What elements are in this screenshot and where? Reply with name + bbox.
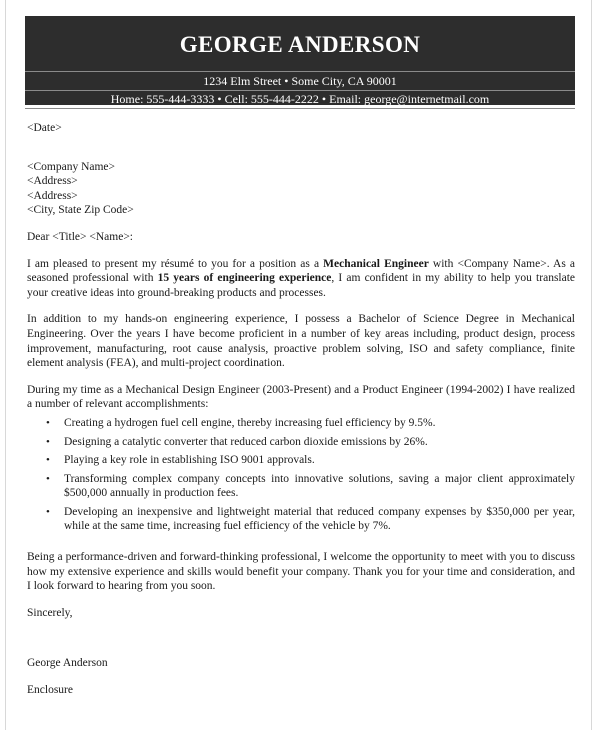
intro-experience-years: 15 years of engineering experience bbox=[157, 272, 332, 285]
list-item bbox=[27, 416, 575, 431]
recipient-address-2: <Address> bbox=[27, 189, 78, 202]
bullet-icon: • bbox=[46, 435, 50, 448]
intro-text-2: with <Company Name>. As a seasoned professional with bbox=[27, 257, 576, 285]
letterhead bbox=[25, 16, 575, 105]
recipient-city: <City, State Zip Code> bbox=[27, 204, 134, 217]
date-placeholder: <Date> bbox=[27, 122, 62, 134]
list-item bbox=[27, 472, 575, 501]
enclosure-note: Enclosure bbox=[27, 684, 73, 697]
header-divider-middle bbox=[25, 90, 575, 91]
intro-paragraph bbox=[27, 257, 575, 301]
intro-text-1: I am pleased to present my résumé to you for a position as a bbox=[27, 257, 324, 270]
experience-paragraph: During my time as a Mechanical Design Engineer (2003-Present) and a Product Engineer (1994-2002) I have realized a number of relevant accomplishments: bbox=[27, 383, 575, 411]
intro-text-3: , I am confident in my ability to help you translate your creative ideas into ground-breaking products and processes. bbox=[27, 272, 576, 299]
closing-salutation: Sincerely, bbox=[27, 606, 73, 619]
list-item-text: Transforming complex company concepts into innovative solutions, saving a major client approximately $500,000 annually in production fees. bbox=[64, 472, 575, 500]
recipient-address-1: <Address> bbox=[27, 175, 78, 188]
contact-info: Home: 555-444-3333 • Cell: 555-444-2222 • Email: george@internetmail.com bbox=[110, 92, 490, 106]
list-item-text: Creating a hydrogen fuel cell engine, thereby increasing fuel efficiency by 9.5%. bbox=[64, 416, 436, 429]
signature-name: George Anderson bbox=[27, 657, 108, 670]
list-item bbox=[27, 505, 575, 534]
bullet-icon: • bbox=[46, 472, 50, 485]
street-address: 1234 Elm Street • Some City, CA 90001 bbox=[203, 74, 397, 88]
education-paragraph: In addition to my hands-on engineering experience, I possess a Bachelor of Science Degree in Mechanical Engineering. Over the years I have become proficient in a number of key areas including, product design, process improvement, manufacturing, root cause analysis, proactive problem solving, ISO and safety compliance, finite element analysis (FEA), and multi-project coordination. bbox=[27, 313, 575, 370]
bullet-icon: • bbox=[46, 505, 50, 518]
letter-body bbox=[27, 121, 575, 698]
applicant-name: GEORGE ANDERSON bbox=[179, 32, 421, 57]
salutation: Dear <Title> <Name>: bbox=[27, 230, 133, 243]
closing-paragraph: Being a performance-driven and forward-thinking professional, I welcome the opportunity to meet with you to discuss how my extensive experience and skills would benefit your company. Thank you for your time and consideration, and I look forward to hearing from you soon. bbox=[27, 551, 575, 593]
bullet-icon: • bbox=[46, 416, 50, 429]
header-divider-top bbox=[25, 71, 575, 72]
bullet-icon: • bbox=[46, 454, 50, 467]
list-item-text: Designing a catalytic converter that reduced carbon dioxide emissions by 26%. bbox=[64, 435, 428, 448]
list-item bbox=[27, 453, 575, 468]
list-item bbox=[27, 435, 575, 450]
accomplishments-list bbox=[27, 416, 575, 534]
list-item-text: Developing an inexpensive and lightweight material that reduced company expenses by $350,000 per year, while at the same time, increasing fuel efficiency of the vehicle by 7%. bbox=[64, 505, 575, 533]
intro-position-title: Mechanical Engineer bbox=[323, 257, 429, 270]
recipient-company: <Company Name> bbox=[27, 160, 116, 173]
list-item-text: Playing a key role in establishing ISO 9001 approvals. bbox=[64, 454, 315, 467]
header-divider-bottom bbox=[25, 108, 575, 109]
